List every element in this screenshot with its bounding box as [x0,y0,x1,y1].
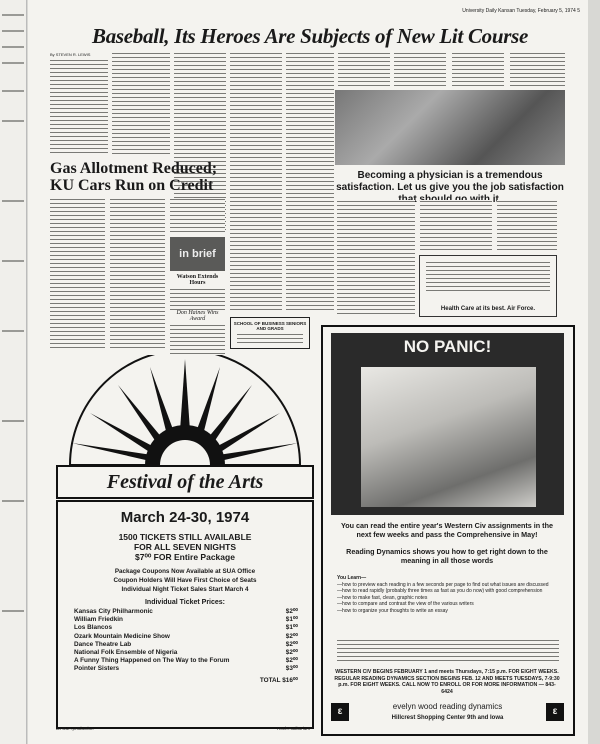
package-price: $7⁰⁰ FOR Entire Package [135,552,235,562]
price-list [74,608,298,674]
western-civ-headline: You can read the entire year's Western Civ assignments in the next few weeks and pass the Comprehensive in May! [341,521,553,539]
brand-footer [331,696,564,728]
price-row: Dance Theatre Lab $2⁰⁰ [74,640,298,648]
learn-item: —how to organize your thoughts to write an essay [337,607,448,614]
coupon-holders: Coupon Holders Will Have First Choice of Seats [113,577,257,584]
byline: By STEVEN R. LEWIS [50,52,91,57]
fine-print [337,639,559,663]
sunburst-illustration [50,355,320,465]
article-column-7 [394,52,446,86]
schedule-text: WESTERN CIV BEGINS FEBRUARY 1 and meets Thursdays, 7:15 p.m. FOR EIGHT WEEKS. REGULAR READING DYNAMICS SECTION BEGINS FEB. 12 AND MEETS TUESDAYS, 7-9:30 p.m. FOR EIGHT WEEKS. CALL NOW TO ENROLL OR FOR MORE INFORMATION — 843-6424 [334,669,560,695]
price-row: A Funny Thing Happened on The Way to the Forum $2⁰⁰ [74,657,298,665]
article-column-5 [286,52,334,312]
price-row: Los Blancos $1⁰⁰ [74,624,298,632]
brand-name: evelyn wood reading dynamics [392,701,503,711]
gas-headline: Gas Allotment Reduced; KU Cars Run on Credit [50,160,218,194]
gas-column-2 [110,198,165,348]
prices-heading: Individual Ticket Prices: [144,599,225,606]
gas-column-3 [170,198,225,234]
air-force-copy-2 [420,200,492,250]
air-force-copy-3 [497,200,557,250]
price-row: Pointer Sisters $3⁰⁰ [74,665,298,673]
price-row: National Folk Ensemble of Nigeria $2⁰⁰ [74,649,298,657]
festival-dates: March 24-30, 1974 [120,509,250,526]
price-row: William Friedkin $1⁰⁰ [74,616,298,624]
article-column-8 [452,52,504,86]
no-panic-headline: NO PANIC! [403,337,492,356]
article-column-6 [338,52,390,86]
business-ad-title: SCHOOL OF BUSINESS SENIORS AND GRADS [233,321,307,331]
brand-location: Hillcrest Shopping Center 9th and Iowa [391,714,504,721]
article-column-9 [510,52,565,86]
sua-credit: an SUA production [56,726,94,731]
package-coupons: Package Coupons Now Available at SUA Office [114,568,256,575]
air-force-tagline: Health Care at its best. Air Force. [440,306,536,312]
in-brief-logo: in brief [170,237,225,271]
article-column-1 [50,52,108,154]
learn-item: —how to make fast, clean, graphic notes [337,594,428,601]
meaning-headline: Reading Dynamics shows you how to get right down to the meaning in all those words [346,547,548,565]
price-row: Kansas City Philharmonic $2⁰⁰ [74,608,298,615]
festival-title: Festival of the Arts [56,465,314,499]
learn-item: —how to preview each reading in a few seconds per page to find out what issues are discussed [337,581,549,588]
tickets-all-nights: FOR ALL SEVEN NIGHTS [133,542,236,552]
air-force-copy-1 [337,200,415,316]
ewrd-logo-icon: ε [331,703,349,721]
you-learn-list: You Learn— —how to preview each reading in a few seconds per page to find out what issues are discussed —how to read rapidly (probably three times as fast as you do now) with good comprehension —how to make fast, clean, graphic notes —how to compare and contrast the view of the various writers —how to organize your thoughts to write an essay [337,575,559,614]
festival-details [56,500,314,729]
tickets-available: 1500 TICKETS STILL AVAILABLE [118,532,252,542]
price-total: TOTAL $16⁰⁰ [259,676,298,684]
air-force-coupon[interactable] [419,255,557,317]
watson-story [170,274,225,358]
venue: Hoch Auditorium [276,726,310,731]
learn-item: —how to compare and contrast the view of the various writers [337,601,474,607]
main-headline: Baseball, Its Heroes Are Subjects of New Lit Course [91,24,529,48]
page-header: University Daily Kansan Tuesday, February 5, 1974 5 [462,8,580,14]
price-row: Ozark Mountain Medicine Show $2⁰⁰ [74,632,298,640]
article-column-4 [230,52,282,312]
article-column-2 [112,52,170,155]
gas-column-1 [50,198,105,348]
reading-dynamics-ad [321,325,575,736]
festival-of-arts-ad [50,355,320,735]
award-headline: Don Haines Wins Award [176,310,219,322]
watson-headline: Watson Extends Hours [176,274,219,286]
air-force-headline: Becoming a physician is a tremendous satisfaction. Let us give you the job satisfaction [336,170,564,193]
physician-photo [335,90,565,165]
learn-item: —how to read rapidly (probably three times as fast as you do now) with good comprehension [337,588,543,594]
ewrd-logo-icon-right: ε [546,703,564,721]
adjacent-page-edge [0,0,27,744]
no-panic-banner [331,333,564,515]
business-seniors-ad [230,317,310,349]
student-photo [361,367,536,507]
individual-sales: Individual Night Ticket Sales Start March 4 [121,586,249,593]
